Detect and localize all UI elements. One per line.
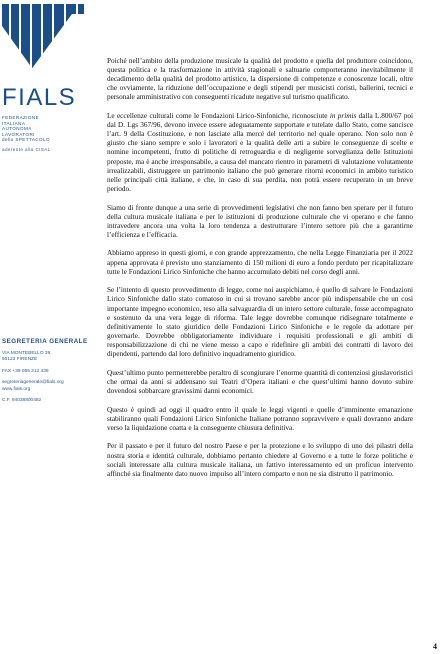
page-number: 4 bbox=[433, 642, 437, 651]
paragraph: Poiché nell’ambito della produzione musicale la qualità del prodotto e quella del produttore coincidono, questa politica e la trasformazione in attività stagionali e saltuarie comporteranno inevitabilmente il decadimento della qualità del prodotto artistico, la dispersione di competenze e conoscenze locali, oltre che ovviamente, la riduzione dell’occupazione e degli stipendi per musicisti coristi, ballerini, tecnici e personale amministrativo con conseguenti ricadute negative sul turismo qualificato. bbox=[107, 57, 413, 102]
federation-line: LAVORATORI bbox=[2, 131, 35, 137]
address-line: 50123 FIRENZE bbox=[2, 357, 38, 363]
federation-line: ITALIANA bbox=[2, 120, 26, 126]
letterhead-sidebar bbox=[0, 0, 100, 654]
address-line: VIA MONTEBELLO 39, bbox=[2, 351, 52, 356]
contact-block bbox=[2, 338, 94, 404]
paragraph: Se l’intento di questo provvedimento di legge, come noi auspichiamo, è quello di salvare le Fondazioni Lirico Sinfoniche dallo stato comatoso in cui si trovano sarebbe ancor più indispensabile che un così importante impegno economico, teso alla salvaguardia di un intero settore culturale, fosse accompagnato e sostenuto da una vera legge di riforma. Tale legge dovrebbe comunque ridisegnare totalmente e definitivamente lo stato giuridico delle Fondazioni Lirico Sinfoniche e le regole da adottare per governarle. Dovrebbe obbligatoriamente individuare i requisiti professionali e gli ambiti di responsabilizzazione di chi ne viene messo a capo e ridefinire gli ambiti dei contratti di lavoro dei dipendenti, partendo dal loro definitivo inquadramento giuridico. bbox=[107, 286, 413, 358]
federation-description bbox=[2, 115, 92, 153]
fials-logo-icon bbox=[2, 4, 84, 82]
secretariat-title: SEGRETERIA GENERALE bbox=[2, 338, 88, 345]
paragraph: Questo è quindi ad oggi il quadro entro il quale le leggi vigenti e quelle d’imminente emanazione stabiliranno quali Fondazioni Lirico Sinfoniche Italiane potranno sopravvivere e quali dovranno andare verso la liquidazione coatta e la conseguente chiusura definitiva. bbox=[107, 405, 413, 432]
federation-line: FEDERAZIONE bbox=[2, 115, 40, 120]
federation-line: dello SPETTACOLO bbox=[2, 137, 50, 143]
federation-line: AUTONOMA bbox=[2, 126, 32, 132]
letter-body bbox=[107, 57, 413, 488]
brand-name: FIALS bbox=[2, 84, 77, 111]
tax-code: C.F. 94038800482 bbox=[2, 398, 42, 404]
paragraph: Le eccellenze culturali come le Fondazioni Lirico-Sinfoniche, riconosciute in primis dalla L.800/67 poi dal D. Lgs 367/96, devono invece essere adeguatamente supportate e tutelate dallo Stato, come sancisce l’art. 9 della Costituzione, e non lasciate alla mercé del territorio nel quale operano. Non solo non è giusto che siano sempre e solo i lavoratori e la qualità delle arti a subire le conseguenze di scelte e nomine incompetenti, frutto di politiche di retroguardia e di negligente sorveglianza delle Istituzioni preposte, ma è anche irresponsabile, a causa del mancato rientro in parametri di valutazione volutamente irrealizzabili, distruggere un patrimonio italiano che può generare ritorni economici in ambito turistico nelle principali città italiane, e che, in caso di sua perdita, non potrà essere recuperato in un breve periodo. bbox=[107, 112, 414, 193]
fials-logo bbox=[2, 4, 84, 82]
fax-number: FAX +39 055 212 439 bbox=[2, 368, 49, 374]
affiliation-text: aderente alla CISAL bbox=[2, 146, 51, 152]
paragraph: Abbiamo appreso in questi giorni, e con grande apprezzamento, che nella Legge Finanziaria per il 2022 appena approvata è previsto uno stanziamento di 150 milioni di euro a fondo perduto per ricapitalizzare tutte le Fondazioni Lirico Sinfoniche che hanno accumulato debiti nel corso degli anni. bbox=[107, 249, 413, 276]
paragraph: Per il passato e per il futuro del nostro Paese e per la protezione e lo sviluppo di uno dei pilastri della nostra storia e identità culturale, dobbiamo pertanto chiedere al Governo e a tutte le forze politiche e sociali interessate alla cultura musicale italiana, un fattivo interessamento ed un proficuo intervento affinché sia finalmente dato nuovo impulso all’intero comparto e non ne sia distrutto il patrimonio. bbox=[107, 442, 413, 478]
website-link[interactable]: www.fials.org bbox=[2, 386, 31, 392]
paragraph: Siamo di fronte dunque a una serie di provvedimenti legislativi che non fanno ben sperare per il futuro della cultura musicale italiana e per le istituzioni di produzione culturale che vi operano e che fanno intravedere ancora una volta la loro tendenza a destrutturare l’intero settore più che a garantirne l’efficienza e l’efficacia. bbox=[107, 203, 413, 239]
email-link[interactable]: segreteriagenerale@fials.org bbox=[2, 380, 64, 386]
paragraph: Quest’ultimo punto permetterebbe peraltro di scongiurare l’enorme quantità di contenziosi giuslavoristici che ormai da anni si addensano sui Teatri d’Opera italiani e che quest’ultimi hanno dovuto subire dovendosi sobbarcare gravissimi danni economici. bbox=[107, 368, 413, 395]
